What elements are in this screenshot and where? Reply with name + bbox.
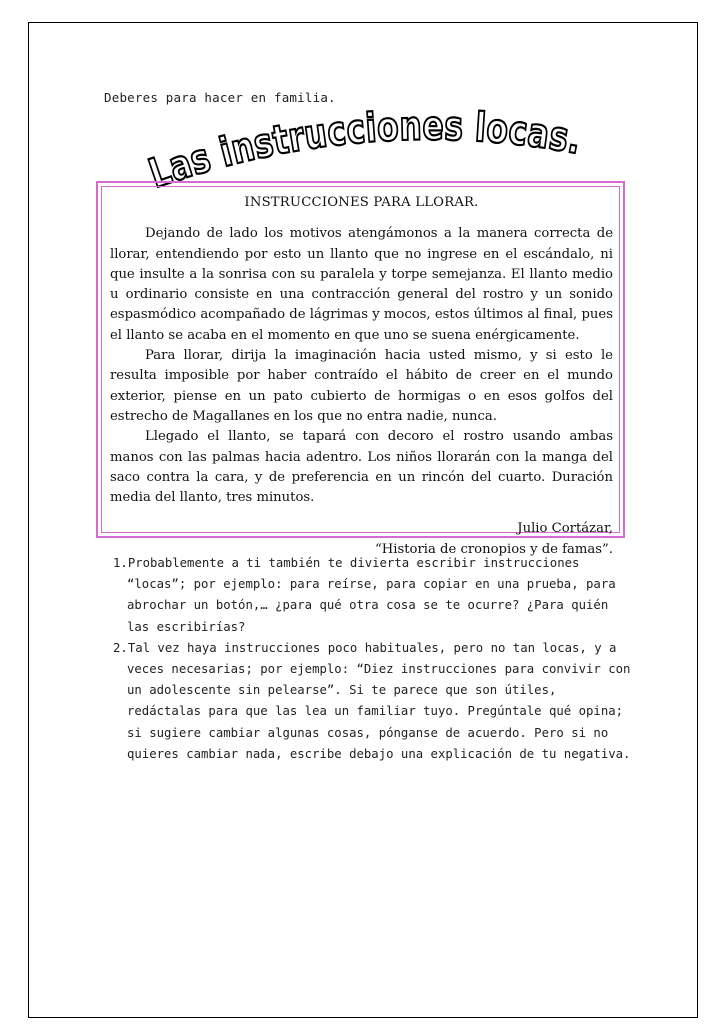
questions-list	[113, 553, 633, 765]
question-1	[113, 553, 633, 638]
quote-box	[96, 181, 625, 557]
question-2-number: 2.	[113, 640, 128, 655]
quote-paragraph-3: Llegado el llanto, se tapará con decoro el rostro usando ambas manos con las palmas hacia adentro. Los niños llorarán con la manga del saco contra la cara, y de preferencia en un rincón del cuarto. Duración media del llanto, tres minutos.	[110, 429, 613, 506]
wordart-title-text: Las instrucciones locas.	[143, 103, 589, 198]
quote-paragraph-1: Dejando de lado los motivos atengámonos a la manera correcta de llorar, entendiendo por esto un llanto que no ingrese en el escándalo, ni que insulte a la sonrisa con su paralela y torpe semejanza. El llanto medio u ordinario consiste en una contracción general del rostro y un sonido espasmódico acompañado de lágrimas y mocos, estos últimos al final, pues el llanto se acaba en el momento en que uno se suena enérgicamente.	[110, 226, 613, 343]
quote-box-heading: INSTRUCCIONES PARA LLORAR.	[244, 195, 479, 210]
question-1-number: 1.	[113, 556, 128, 570]
quote-book: “Historia de cronopios y de famas”.	[375, 541, 613, 557]
quote-author: Julio Cortázar,	[517, 521, 613, 537]
quote-paragraph-2: Para llorar, dirija la imaginación hacia usted mismo, y si esto le resulta imposible por haber contraído el hábito de creer en el mundo exterior, piense en un pato cubierto de hormigas o en esos golfos del estrecho de Magallanes en los que no entra nadie, nunca.	[110, 348, 613, 424]
question-1-text: Probablemente a ti también te divierta escribir instrucciones “locas”; por ejemplo: para reírse, para copiar en una prueba, para abrochar un botón,… ¿para qué otra cosa se te ocurre? ¿Para quién las escribirías?	[127, 556, 616, 634]
question-2-text: Tal vez haya instrucciones poco habituales, pero no tan locas, y a veces necesarias; por ejemplo: “Diez instrucciones para convivir con un adolescente sin pelearse”. Si te parece que son útiles, redáctalas para que las lea un familiar tuyo. Pregúntale qué opina; si sugiere cambiar algunas cosas, pónganse de acuerdo. Pero si no quieres cambiar nada, escribe debajo una explicación de tu negativa.	[127, 640, 631, 761]
question-2	[113, 638, 633, 765]
page-subtitle: Deberes para hacer en familia.	[104, 90, 336, 105]
wordart-title	[143, 103, 590, 198]
